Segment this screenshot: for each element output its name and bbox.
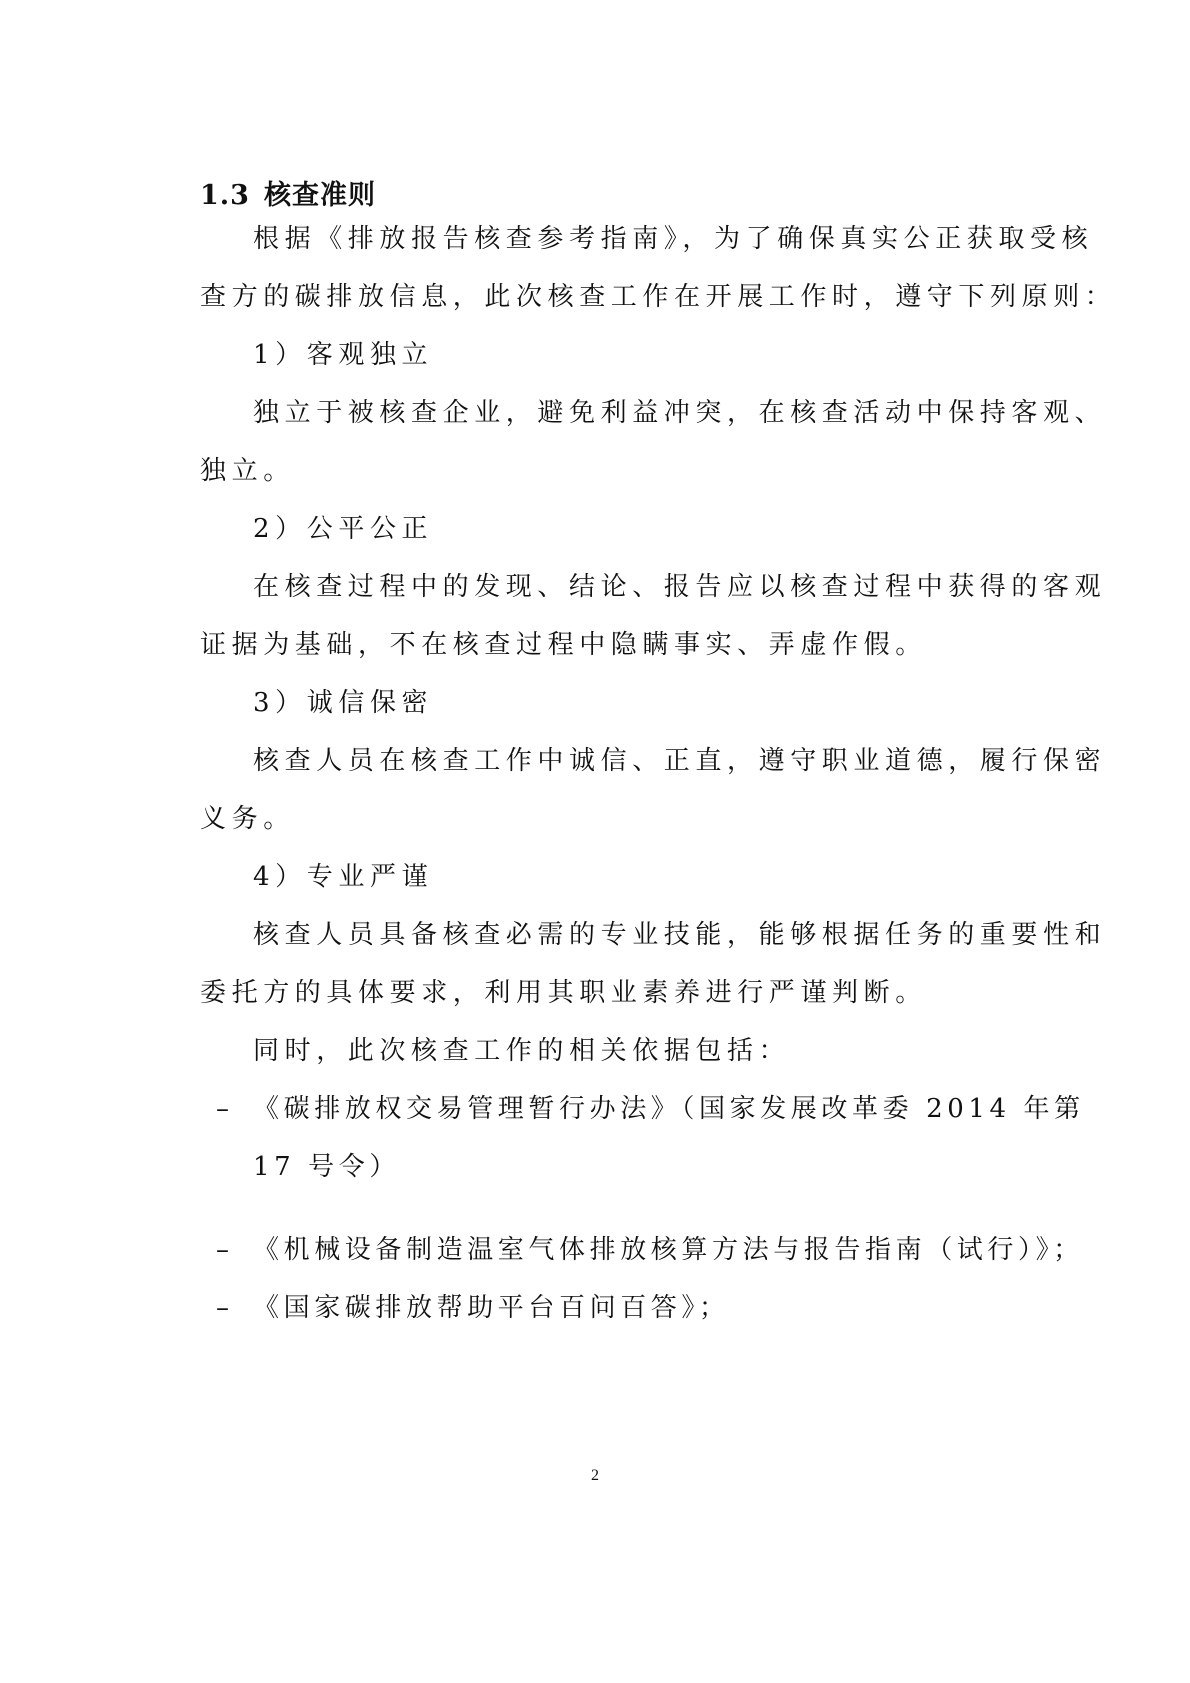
principle-3-line-1: 核查人员在核查工作中诚信、正直，遵守职业道德，履行保密 (253, 746, 1107, 776)
list-bullet: – (216, 1235, 229, 1265)
principle-4-line-2: 委托方的具体要求，利用其职业素养进行严谨判断。 (200, 978, 927, 1008)
principle-2-line-1: 在核查过程中的发现、结论、报告应以核查过程中获得的客观 (253, 572, 1107, 602)
principle-2-line-2: 证据为基础，不在核查过程中隐瞒事实、弄虚作假。 (200, 630, 927, 660)
list-bullet: – (216, 1293, 229, 1323)
principle-4-title: 4）专业严谨 (253, 862, 434, 892)
section-heading (200, 173, 376, 212)
principle-4-line-1: 核查人员具备核查必需的专业技能，能够根据任务的重要性和 (253, 920, 1107, 950)
section-number: 1.3 (200, 180, 250, 211)
section-title: 核查准则 (263, 180, 376, 211)
basis-item-2: 《机械设备制造温室气体排放核算方法与报告指南（试行）》； (253, 1235, 1084, 1265)
page-number: 2 (591, 1467, 599, 1484)
principle-3-line-2: 义务。 (200, 804, 295, 834)
basis-item-1-line-2: 17 号令） (253, 1152, 400, 1182)
principle-2-title: 2）公平公正 (253, 514, 434, 544)
principle-1-line-1: 独立于被核查企业，避免利益冲突，在核查活动中保持客观、 (253, 398, 1107, 428)
principle-3-title: 3）诚信保密 (253, 688, 434, 718)
basis-intro: 同时，此次核查工作的相关依据包括： (253, 1036, 791, 1066)
basis-item-3: 《国家碳排放帮助平台百问百答》； (253, 1293, 730, 1323)
intro-paragraph-line-1: 根据《排放报告核查参考指南》，为了确保真实公正获取受核 (253, 224, 1094, 254)
list-bullet: – (216, 1094, 229, 1124)
principle-1-title: 1）客观独立 (253, 340, 434, 370)
intro-paragraph-line-2: 查方的碳排放信息，此次核查工作在开展工作时，遵守下列原则： (200, 282, 1117, 312)
basis-item-1-line-1: 《碳排放权交易管理暂行办法》（国家发展改革委 2014 年第 (253, 1094, 1085, 1124)
principle-1-line-2: 独立。 (200, 456, 295, 486)
